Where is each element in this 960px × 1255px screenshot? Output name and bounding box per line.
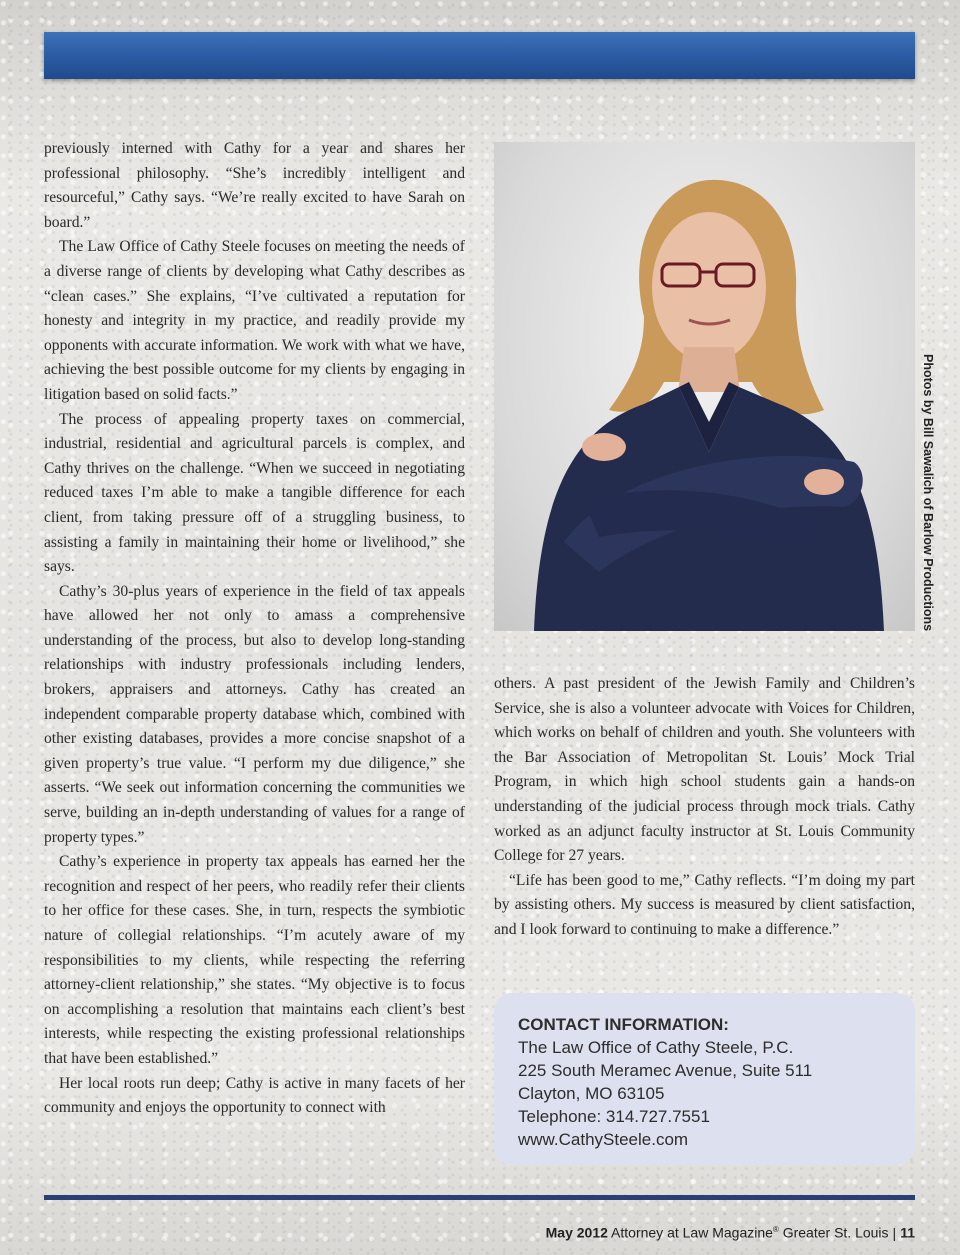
paragraph: previously interned with Cathy for a year and shares her professional philosophy. “She’s incredibly intelligent and resourceful,” Cathy says. “We’re really excited to have Sarah on board.” bbox=[44, 140, 465, 231]
paragraph: The Law Office of Cathy Steele focuses on meeting the needs of a diverse range of clients by developing what Cathy describes as “clean cases.” She explains, “I’ve cultivated a reputation for honesty and integrity in my practice, and readily provide my opponents with accurate information. We work with what we have, achieving the best possible outcome for my clients by engaging in litigation based on solid facts.” bbox=[44, 238, 465, 403]
contact-street-address: 225 South Meramec Avenue, Suite 511 bbox=[518, 1061, 813, 1080]
contact-title: CONTACT INFORMATION: bbox=[518, 1015, 729, 1034]
contact-telephone: Telephone: 314.727.7551 bbox=[518, 1107, 710, 1126]
portrait-photo bbox=[494, 142, 915, 631]
footer-separator: | bbox=[892, 1224, 897, 1241]
paragraph: others. A past president of the Jewish Family and Children’s Service, she is also a volunteer advocate with Voices for Children, which works on behalf of children and youth. She volunteers with the Bar Association of Metropolitan St. Louis’ Mock Trial Program, in which high school students gain a hands-on understanding of the judicial process through mock trials. Cathy worked as an adjunct faculty instructor at St. Louis Community College for 27 years. bbox=[494, 675, 915, 865]
right-column bbox=[494, 672, 915, 943]
page-footer bbox=[546, 1219, 915, 1241]
portrait-illustration bbox=[494, 142, 915, 631]
footer-rule bbox=[44, 1195, 915, 1200]
photo-credit: Photos by Bill Sawalich of Barlow Productions bbox=[921, 354, 935, 632]
contact-firm-name: The Law Office of Cathy Steele, P.C. bbox=[518, 1038, 794, 1057]
contact-info-box bbox=[494, 993, 915, 1165]
page-number: 11 bbox=[900, 1224, 915, 1241]
header-bar bbox=[44, 32, 915, 79]
registered-mark: ® bbox=[772, 1225, 779, 1234]
paragraph: Cathy’s experience in property tax appeals has earned her the recognition and respect of her peers, who readily refer their clients to her office for these cases. She, in turn, respects the symbiotic nature of collegial relationships. “I’m acutely aware of my responsibilities to my clients, while respecting the referring attorney-client relationship,” she states. “My objective is to focus on accomplishing a resolution that maintains each client’s best interests, while respecting the existing professional relationships that have been established.” bbox=[44, 853, 465, 1067]
footer-date: May 2012 bbox=[545, 1224, 608, 1241]
footer-publication: Attorney at Law Magazine bbox=[611, 1224, 773, 1241]
paragraph: “Life has been good to me,” Cathy reflects. “I’m doing my part by assisting others. My success is measured by client satisfaction, and I look forward to continuing to make a difference.” bbox=[494, 871, 915, 938]
contact-city: Clayton, MO 63105 bbox=[518, 1084, 665, 1103]
paragraph: Cathy’s 30-plus years of experience in the field of tax appeals have allowed her not only to amass a comprehensive understanding of the process, but also to develop long-standing relationships with industry professionals including lenders, brokers, appraisers and attorneys. Cathy has created an independent comparable property database which, combined with other existing databases, provides a more concise snapshot of a given property’s true value. “I perform my due diligence,” she asserts. “We seek out information concerning the communities we serve, building an in-depth understanding of values for a range of property types.” bbox=[44, 582, 465, 846]
left-column bbox=[44, 137, 465, 1121]
paragraph: Her local roots run deep; Cathy is active in many facets of her community and enjoys the opportunity to connect with bbox=[44, 1074, 465, 1117]
contact-website-link[interactable]: www.CathySteele.com bbox=[518, 1130, 689, 1149]
footer-region: Greater St. Louis bbox=[782, 1224, 889, 1241]
paragraph: The process of appealing property taxes on commercial, industrial, residential and agricultural parcels is complex, and Cathy thrives on the challenge. “When we succeed in negotiating reduced taxes I’m able to make a tangible difference for each client, from taking pressure off of a struggling business, to assisting a family in maintaining their home or livelihood,” she says. bbox=[44, 410, 465, 576]
